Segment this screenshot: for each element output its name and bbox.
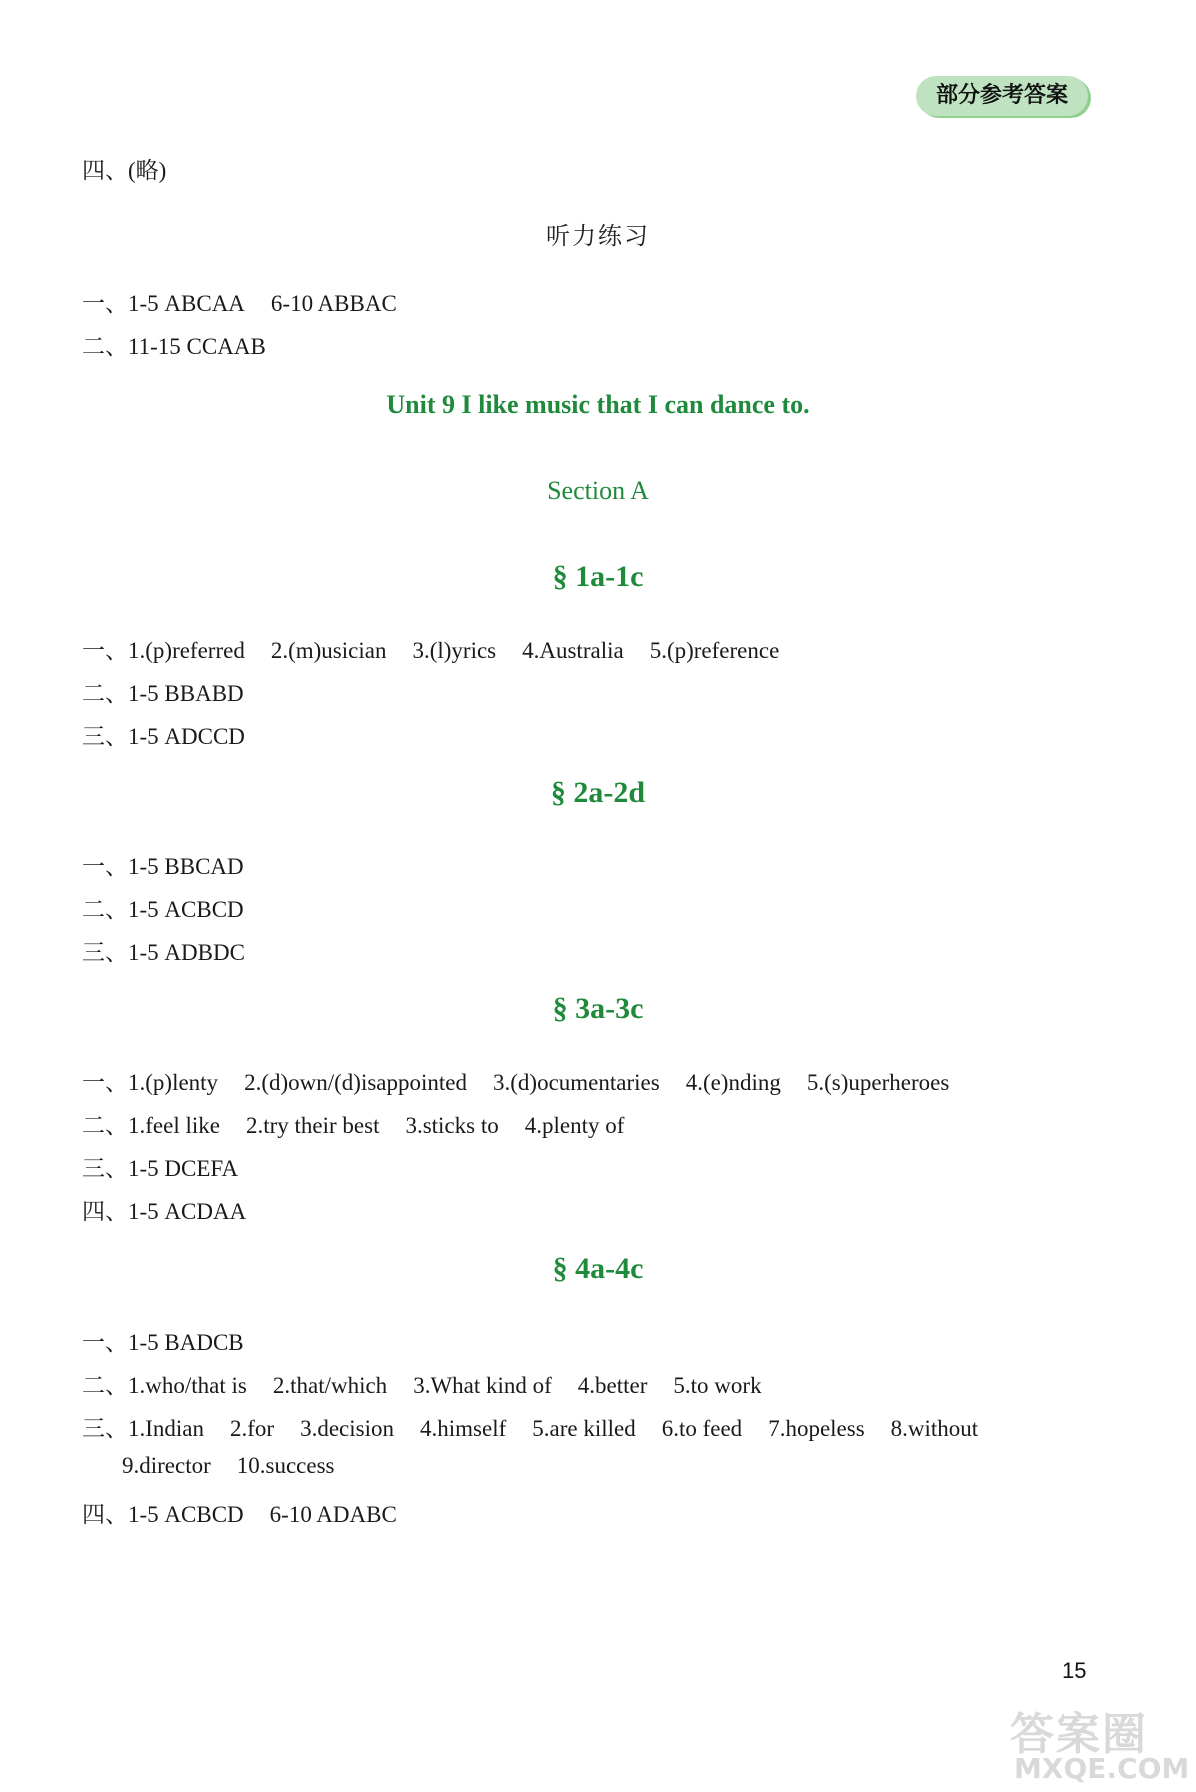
page-number: 15: [1062, 1658, 1087, 1683]
answer-line: [82, 1324, 244, 1357]
answer-item: 3.(d)ocumentaries: [493, 1070, 660, 1095]
answer-item: 二、1-5 ACBCD: [82, 897, 244, 922]
answer-item: 4.himself: [420, 1416, 507, 1441]
answer-line: [82, 675, 244, 708]
answer-item: 4.Australia: [522, 638, 624, 663]
answer-item: 二、11-15 CCAAB: [82, 334, 266, 359]
answer-item: 2.that/which: [272, 1373, 388, 1398]
answer-item: 3.decision: [300, 1416, 394, 1441]
answer-line: [82, 891, 244, 924]
answer-item: 3.What kind of: [413, 1373, 552, 1398]
answer-item: 二、1.who/that is: [82, 1373, 247, 1398]
answer-item: 二、1.feel like: [82, 1113, 220, 1138]
answer-line: [82, 285, 397, 318]
answer-item: 2.(m)usician: [270, 638, 387, 663]
answer-item: 三、1-5 ADCCD: [82, 724, 245, 749]
answer-item: 5.are killed: [532, 1416, 636, 1441]
answer-line: [82, 1107, 624, 1140]
badge-label: 部分参考答案: [935, 83, 1068, 108]
answer-line: [122, 1453, 335, 1479]
answer-item: 一、1-5 BADCB: [82, 1330, 244, 1355]
answer-item: 三、1.Indian: [82, 1416, 205, 1441]
unit-title: Unit 9 I like music that I can dance to.: [386, 390, 810, 419]
answer-item: 一、1.(p)lenty: [82, 1070, 219, 1095]
answer-item: 5.(p)reference: [649, 638, 780, 663]
answer-item: 6-10 ADABC: [269, 1502, 397, 1527]
answer-item: 2.(d)own/(d)isappointed: [244, 1070, 467, 1095]
answer-item: 四、1-5 ACDAA: [82, 1199, 247, 1224]
answer-line: [82, 1367, 762, 1400]
answer-item: 一、1-5 BBCAD: [82, 854, 244, 879]
answer-item: 2.for: [230, 1416, 275, 1441]
answer-item: 4.plenty of: [524, 1113, 625, 1138]
answer-item: 3.sticks to: [405, 1113, 499, 1138]
answer-item: 4.better: [577, 1373, 648, 1398]
answer-item: 一、1-5 ABCAA: [82, 291, 245, 316]
answer-key-badge: [916, 76, 1088, 116]
listening-title: 听力练习: [546, 222, 650, 250]
answer-line: [82, 632, 779, 665]
answer-item: 2.try their best: [245, 1113, 380, 1138]
answer-item: 一、1.(p)referred: [82, 638, 245, 663]
watermark-url: MXQE.COM: [1014, 1752, 1190, 1785]
answer-item: 三、1-5 DCEFA: [82, 1156, 239, 1181]
subsection-title: § 4a-4c: [552, 1252, 644, 1285]
answer-item: 二、1-5 BBABD: [82, 681, 244, 706]
answer-line: [82, 1496, 397, 1529]
section-title: Section A: [547, 476, 649, 505]
subsection-title: § 2a-2d: [550, 776, 646, 809]
answer-item: 三、1-5 ADBDC: [82, 940, 245, 965]
answer-line: [82, 1064, 949, 1097]
answer-item: 3.(l)yrics: [412, 638, 497, 663]
answer-line: [82, 848, 244, 881]
answer-line: [82, 934, 245, 967]
answer-item: 5.to work: [673, 1373, 762, 1398]
answer-item: 6.to feed: [661, 1416, 743, 1441]
omitted-line: 四、(略): [82, 158, 167, 183]
watermark-logo: 答案圈: [1010, 1709, 1148, 1760]
answer-item: 7.hopeless: [768, 1416, 865, 1441]
answer-line: [82, 718, 245, 751]
answer-item: 9.director: [122, 1453, 211, 1478]
answer-item: 5.(s)uperheroes: [806, 1070, 950, 1095]
answer-item: 8.without: [890, 1416, 979, 1441]
subsection-title: § 3a-3c: [552, 992, 644, 1025]
answer-item: 四、1-5 ACBCD: [82, 1502, 244, 1527]
answer-item: 6-10 ABBAC: [270, 291, 397, 316]
subsection-title: § 1a-1c: [552, 560, 644, 593]
answer-line: [82, 1150, 238, 1183]
answer-line: [82, 1193, 246, 1226]
answer-line: [82, 1410, 978, 1443]
answer-line: [82, 328, 266, 361]
answer-item: 10.success: [236, 1453, 335, 1478]
answer-item: 4.(e)nding: [685, 1070, 781, 1095]
